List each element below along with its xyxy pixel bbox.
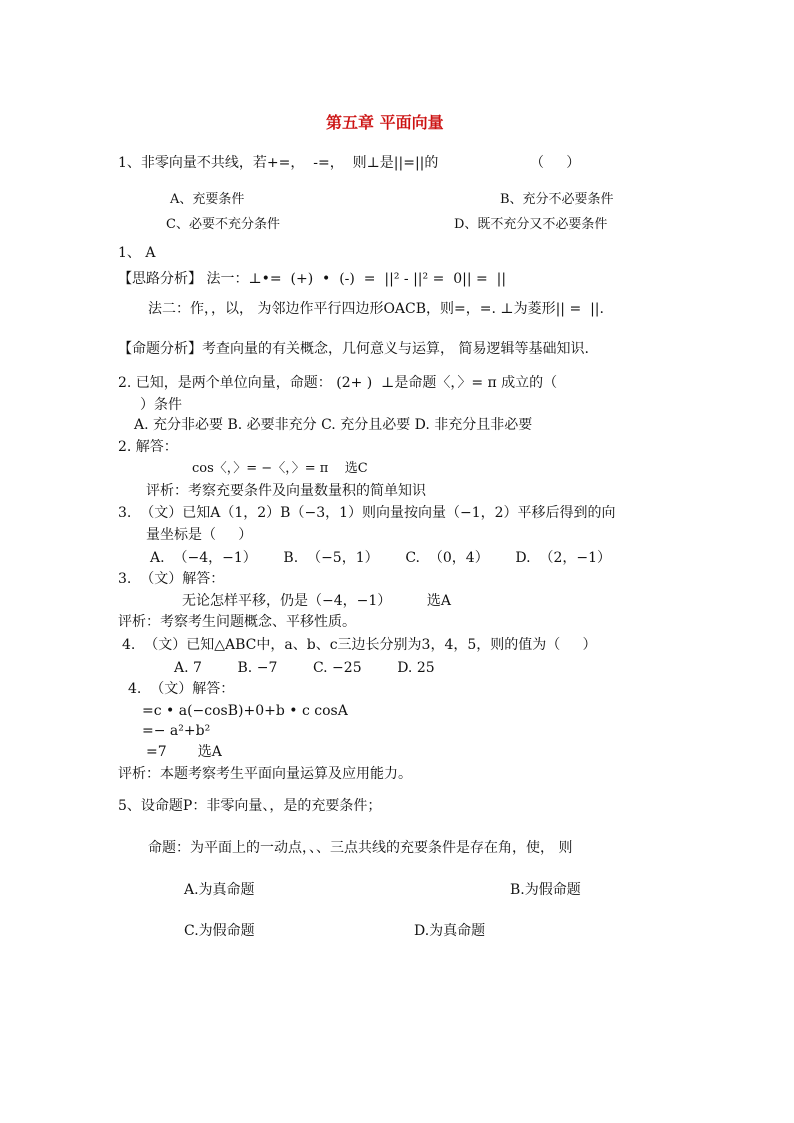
q1-answer: 1、 A xyxy=(118,245,156,261)
q1-option-b: B、充分不必要条件 xyxy=(500,192,614,207)
q2-stem-1: 2. 已知，是两个单位向量，命题： (2+ ) ⊥是命题〈，〉= π 成立的（ xyxy=(118,375,558,391)
q1-note: 【命题分析】考查向量的有关概念，几何意义与运算， 简易逻辑等基础知识. xyxy=(118,341,589,357)
q4-comment: 评析：本题考察考生平面向量运算及应用能力。 xyxy=(118,766,412,782)
q5-proposition: 命题：为平面上的一动点，、、三点共线的充要条件是存在角，使， 则 xyxy=(148,840,573,856)
q2-options: A. 充分非必要 B. 必要非充分 C. 充分且必要 D. 非充分且非必要 xyxy=(134,417,533,433)
q4-work-3: =7 选A xyxy=(146,744,222,760)
q2-stem-2: ）条件 xyxy=(140,397,182,413)
q4-stem: 4. （文）已知△ABC中，a、b、c三边长分别为3，4，5，则的值为（ ） xyxy=(122,637,597,653)
q1-answer-paren: （ ） xyxy=(530,155,581,171)
q4-work-2: =− a²+b² xyxy=(142,723,211,739)
q2-work: cos〈，〉= −〈，〉= π 选C xyxy=(192,461,368,476)
q1-analysis-2: 法二：作，，以， 为邻边作平行四边形OACB，则=，=. ⊥为菱形|| = ||. xyxy=(148,301,604,317)
q4-answer: 4. （文）解答： xyxy=(128,681,235,697)
page-title: 第五章 平面向量 xyxy=(326,113,444,132)
q4-work-1: =c • a(−cosB)+0+b • c cosA xyxy=(142,703,348,719)
q1-stem: 1、非零向量不共线，若+=， -=， 则⊥是||=||的 xyxy=(118,155,439,171)
q1-option-d: D、既不充分又不必要条件 xyxy=(454,217,608,232)
q2-comment: 评析：考察充要条件及向量数量积的简单知识 xyxy=(146,483,426,499)
q3-comment: 评析：考察考生问题概念、平移性质。 xyxy=(118,614,356,630)
q1-option-a: A、充要条件 xyxy=(170,192,245,207)
q5-option-a: A.为真命题 xyxy=(184,882,255,898)
q1-option-c: C、必要不充分条件 xyxy=(166,217,280,232)
q3-work: 无论怎样平移，仍是（−4，−1） 选A xyxy=(182,593,451,609)
q5-stem: 5、设命题P：非零向量、，是的充要条件； xyxy=(118,798,382,814)
q4-options: A. 7 B. −7 C. −25 D. 25 xyxy=(174,660,435,676)
q5-option-d: D.为真命题 xyxy=(414,923,486,939)
q2-answer: 2. 解答： xyxy=(118,439,178,455)
q5-option-b: B.为假命题 xyxy=(510,882,581,898)
q3-stem-1: 3. （文）已知A（1，2）B（−3，1）则向量按向量（−1，2）平移后得到的向 xyxy=(118,505,616,521)
q5-option-c: C.为假命题 xyxy=(184,923,255,939)
q3-stem-2: 量坐标是（ ） xyxy=(146,527,253,543)
q1-analysis-1: 【思路分析】 法一：⊥•= (+) • (-) = ||² - ||² = 0|| = || xyxy=(118,271,507,287)
q3-answer: 3. （文）解答： xyxy=(118,571,225,587)
q3-options: A. （−4，−1） B. （−5，1） C. （0，4） D. （2，−1） xyxy=(150,550,612,566)
